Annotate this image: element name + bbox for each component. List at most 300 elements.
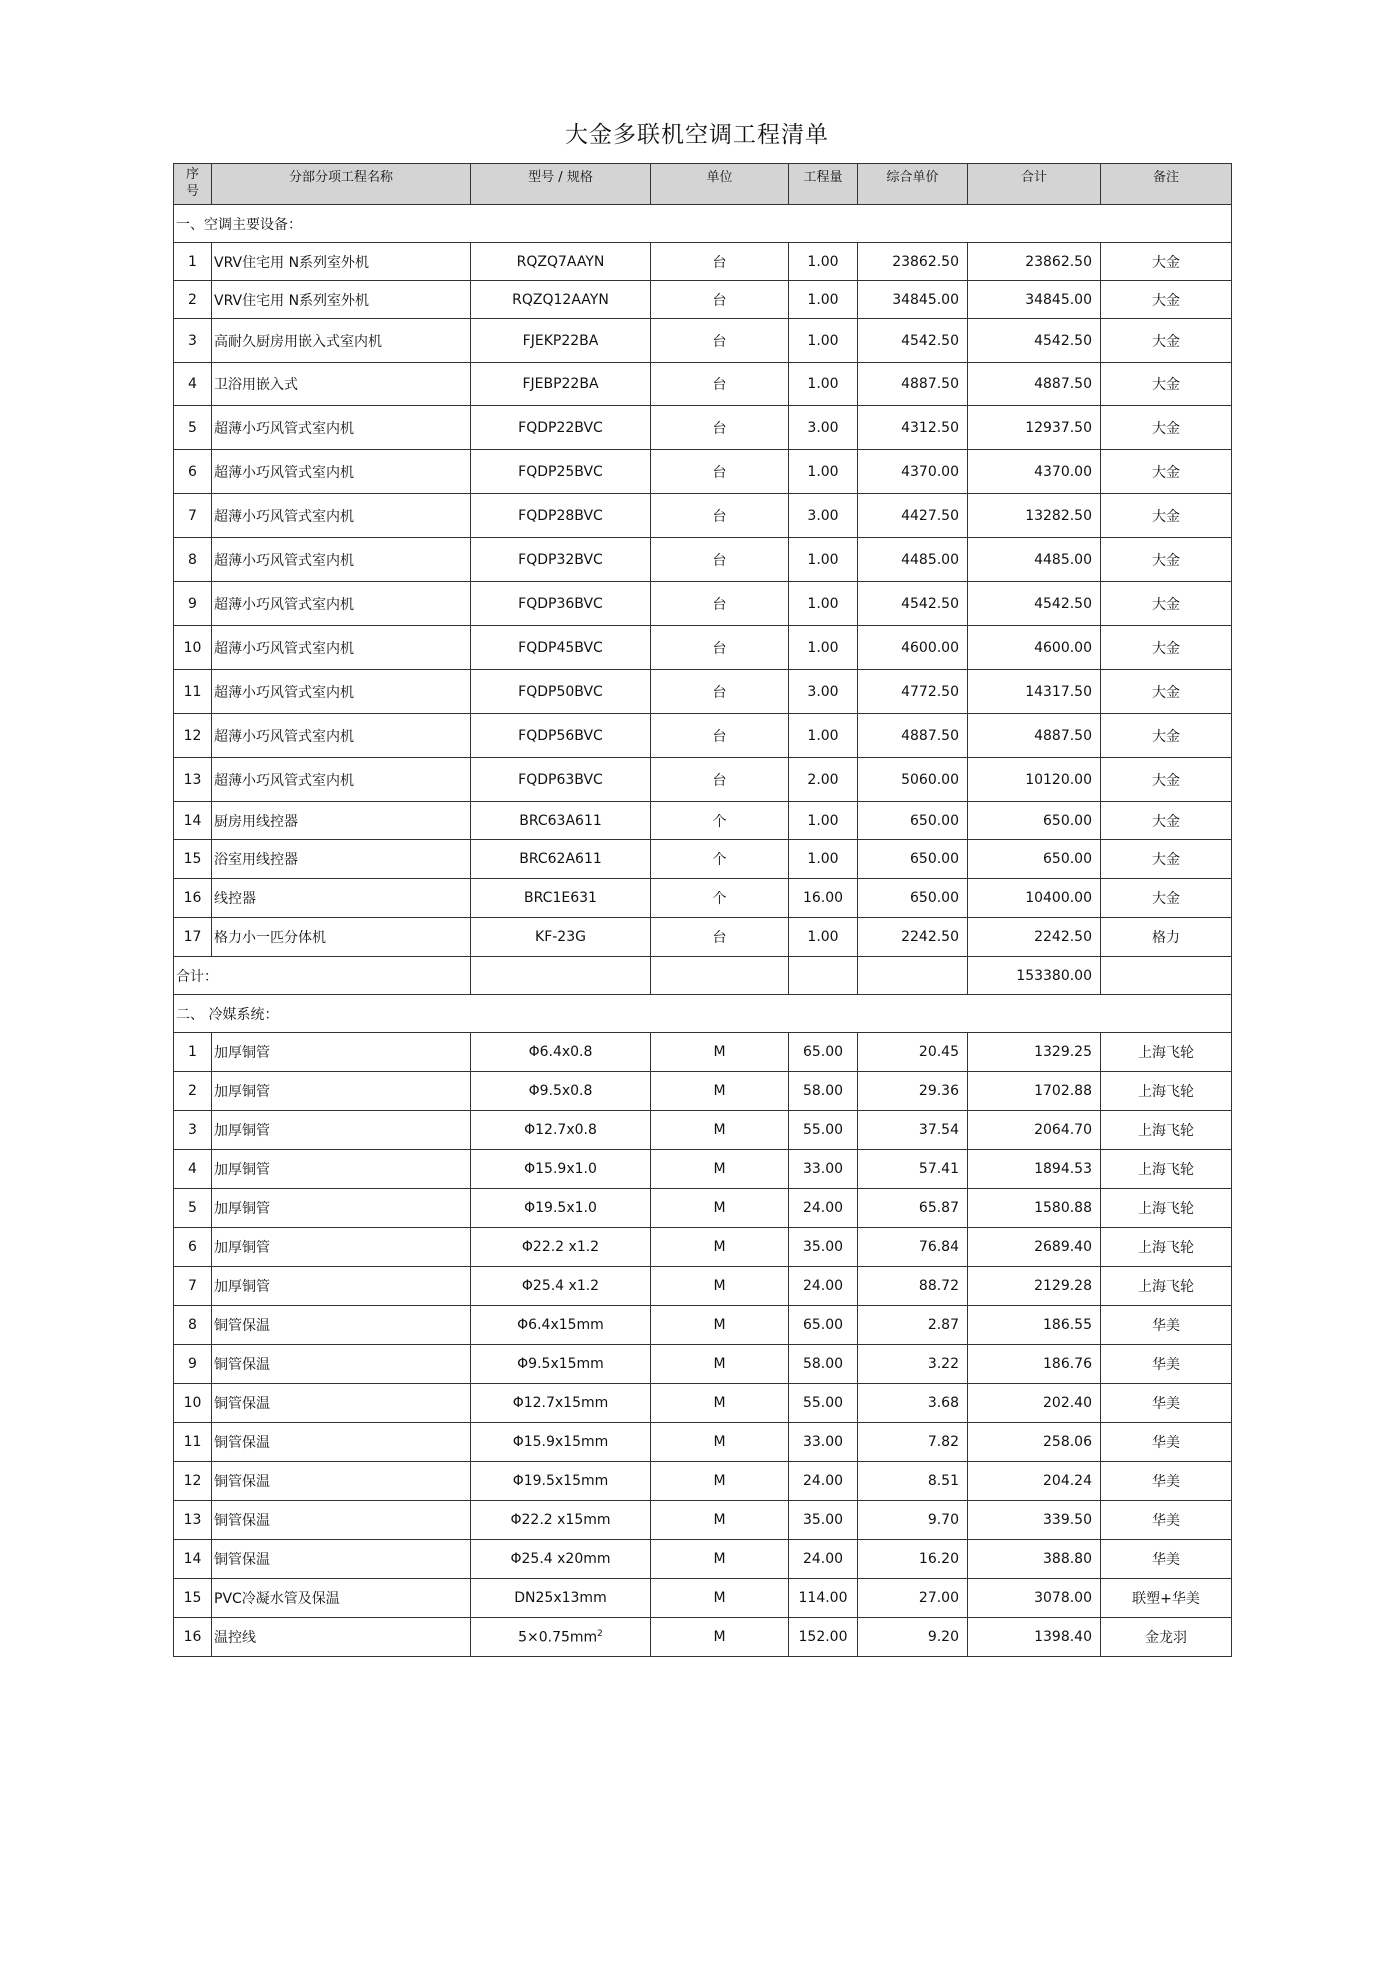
cell-name: VRV住宅用 N系列室外机 <box>212 281 471 319</box>
section-title: 一、空调主要设备： <box>174 205 1232 243</box>
cell-name: 铜管保温 <box>212 1540 471 1579</box>
cell-note: 大金 <box>1101 494 1232 538</box>
cell-name: 加厚铜管 <box>212 1228 471 1267</box>
cell-total: 2689.40 <box>968 1228 1101 1267</box>
cell-qty: 1.00 <box>789 538 858 582</box>
cell-qty: 1.00 <box>789 319 858 363</box>
cell-price: 23862.50 <box>858 243 968 281</box>
cell-qty: 1.00 <box>789 243 858 281</box>
table-row <box>174 626 1232 670</box>
header-price: 综合单价 <box>858 164 968 205</box>
table-row <box>174 840 1232 879</box>
cell-qty: 35.00 <box>789 1501 858 1540</box>
cell-model: Φ12.7x15mm <box>471 1384 651 1423</box>
cell-total: 202.40 <box>968 1384 1101 1423</box>
model-superscript: 2 <box>597 1628 603 1639</box>
cell-unit: M <box>651 1189 789 1228</box>
cell-qty: 65.00 <box>789 1033 858 1072</box>
cell-qty: 24.00 <box>789 1267 858 1306</box>
cell-unit: 台 <box>651 450 789 494</box>
cell-total: 650.00 <box>968 802 1101 840</box>
cell-total: 186.55 <box>968 1306 1101 1345</box>
cell-unit: M <box>651 1423 789 1462</box>
cell-name: 浴室用线控器 <box>212 840 471 879</box>
cell-price: 9.70 <box>858 1501 968 1540</box>
cell-price: 65.87 <box>858 1189 968 1228</box>
cell-model: FQDP45BVC <box>471 626 651 670</box>
cell-name: 超薄小巧风管式室内机 <box>212 450 471 494</box>
cell-seq: 9 <box>174 582 212 626</box>
cell-unit: M <box>651 1306 789 1345</box>
table-row <box>174 918 1232 957</box>
cell-total: 4370.00 <box>968 450 1101 494</box>
cell-model: FJEKP22BA <box>471 319 651 363</box>
cell-total: 4485.00 <box>968 538 1101 582</box>
cell-note: 上海飞轮 <box>1101 1267 1232 1306</box>
cell-seq: 2 <box>174 1072 212 1111</box>
empty-cell <box>651 957 789 995</box>
table-row <box>174 494 1232 538</box>
cell-note: 上海飞轮 <box>1101 1111 1232 1150</box>
cell-seq: 13 <box>174 758 212 802</box>
cell-name: 超薄小巧风管式室内机 <box>212 538 471 582</box>
cell-total: 4542.50 <box>968 319 1101 363</box>
model-text: 5×0.75mm <box>518 1629 598 1646</box>
table-row <box>174 538 1232 582</box>
cell-name: 加厚铜管 <box>212 1150 471 1189</box>
cell-model: FQDP63BVC <box>471 758 651 802</box>
cell-note: 华美 <box>1101 1462 1232 1501</box>
cell-unit: M <box>651 1540 789 1579</box>
cell-unit: M <box>651 1033 789 1072</box>
cell-name: 加厚铜管 <box>212 1033 471 1072</box>
cell-note: 上海飞轮 <box>1101 1189 1232 1228</box>
cell-qty: 1.00 <box>789 363 858 406</box>
cell-total: 4887.50 <box>968 363 1101 406</box>
cell-qty: 1.00 <box>789 450 858 494</box>
cell-name: 加厚铜管 <box>212 1267 471 1306</box>
cell-total: 3078.00 <box>968 1579 1101 1618</box>
page-title: 大金多联机空调工程清单 <box>565 122 829 148</box>
cell-unit: 台 <box>651 918 789 957</box>
section-header-equipment <box>174 205 1232 243</box>
table-row <box>174 1618 1232 1657</box>
cell-price: 3.68 <box>858 1384 968 1423</box>
cell-seq: 12 <box>174 1462 212 1501</box>
cell-price: 650.00 <box>858 802 968 840</box>
cell-name: PVC冷凝水管及保温 <box>212 1579 471 1618</box>
cell-price: 7.82 <box>858 1423 968 1462</box>
cell-price: 9.20 <box>858 1618 968 1657</box>
cell-total: 1580.88 <box>968 1189 1101 1228</box>
cell-price: 2.87 <box>858 1306 968 1345</box>
cell-model: RQZQ7AAYN <box>471 243 651 281</box>
cell-unit: M <box>651 1384 789 1423</box>
cell-note: 上海飞轮 <box>1101 1033 1232 1072</box>
cell-price: 20.45 <box>858 1033 968 1072</box>
cell-model: Φ15.9x1.0 <box>471 1150 651 1189</box>
cell-total: 34845.00 <box>968 281 1101 319</box>
cell-name: 超薄小巧风管式室内机 <box>212 714 471 758</box>
table-row <box>174 1540 1232 1579</box>
cell-unit: 台 <box>651 538 789 582</box>
cell-total: 4887.50 <box>968 714 1101 758</box>
empty-cell <box>789 957 858 995</box>
cell-name: 加厚铜管 <box>212 1111 471 1150</box>
cell-seq: 13 <box>174 1501 212 1540</box>
cell-name: 铜管保温 <box>212 1423 471 1462</box>
table-row <box>174 281 1232 319</box>
cell-unit: 台 <box>651 494 789 538</box>
cell-total: 2064.70 <box>968 1111 1101 1150</box>
header-name: 分部分项工程名称 <box>212 164 471 205</box>
cell-total: 23862.50 <box>968 243 1101 281</box>
cell-total: 1702.88 <box>968 1072 1101 1111</box>
cell-total: 12937.50 <box>968 406 1101 450</box>
subtotal-label: 合计： <box>174 957 471 995</box>
cell-total: 2242.50 <box>968 918 1101 957</box>
cell-price: 2242.50 <box>858 918 968 957</box>
cell-model: FQDP36BVC <box>471 582 651 626</box>
cell-note: 大金 <box>1101 879 1232 918</box>
cell-unit: 台 <box>651 363 789 406</box>
table-row <box>174 879 1232 918</box>
cell-price: 650.00 <box>858 840 968 879</box>
cell-model: Φ25.4 x20mm <box>471 1540 651 1579</box>
cell-name: VRV住宅用 N系列室外机 <box>212 243 471 281</box>
subtotal-value: 153380.00 <box>968 957 1101 995</box>
cell-seq: 15 <box>174 840 212 879</box>
cell-model: BRC1E631 <box>471 879 651 918</box>
cell-model: FQDP28BVC <box>471 494 651 538</box>
cell-unit: 台 <box>651 406 789 450</box>
bill-of-quantities-table <box>173 163 1232 1657</box>
cell-total: 10120.00 <box>968 758 1101 802</box>
table-row <box>174 1228 1232 1267</box>
cell-note: 华美 <box>1101 1501 1232 1540</box>
cell-note: 华美 <box>1101 1384 1232 1423</box>
cell-model: BRC62A611 <box>471 840 651 879</box>
cell-qty: 33.00 <box>789 1423 858 1462</box>
cell-seq: 17 <box>174 918 212 957</box>
section-header-refrigerant <box>174 995 1232 1033</box>
cell-note: 大金 <box>1101 363 1232 406</box>
cell-total: 10400.00 <box>968 879 1101 918</box>
cell-qty: 58.00 <box>789 1072 858 1111</box>
table-row <box>174 1111 1232 1150</box>
table-row <box>174 1384 1232 1423</box>
cell-model: BRC63A611 <box>471 802 651 840</box>
cell-seq: 14 <box>174 802 212 840</box>
cell-seq: 4 <box>174 363 212 406</box>
cell-model: Φ25.4 x1.2 <box>471 1267 651 1306</box>
cell-model: Φ9.5x0.8 <box>471 1072 651 1111</box>
cell-seq: 4 <box>174 1150 212 1189</box>
cell-model: Φ19.5x1.0 <box>471 1189 651 1228</box>
cell-note: 大金 <box>1101 319 1232 363</box>
cell-qty: 1.00 <box>789 582 858 626</box>
cell-model: Φ6.4x0.8 <box>471 1033 651 1072</box>
cell-qty: 65.00 <box>789 1306 858 1345</box>
cell-unit: 个 <box>651 802 789 840</box>
cell-seq: 14 <box>174 1540 212 1579</box>
table-row <box>174 1579 1232 1618</box>
cell-note: 大金 <box>1101 281 1232 319</box>
cell-seq: 1 <box>174 243 212 281</box>
table-row <box>174 406 1232 450</box>
cell-note: 大金 <box>1101 840 1232 879</box>
cell-unit: 台 <box>651 670 789 714</box>
cell-note: 大金 <box>1101 406 1232 450</box>
cell-qty: 55.00 <box>789 1384 858 1423</box>
cell-total: 204.24 <box>968 1462 1101 1501</box>
table-row <box>174 363 1232 406</box>
cell-seq: 9 <box>174 1345 212 1384</box>
cell-note: 上海飞轮 <box>1101 1228 1232 1267</box>
cell-name: 线控器 <box>212 879 471 918</box>
cell-name: 超薄小巧风管式室内机 <box>212 494 471 538</box>
cell-note: 格力 <box>1101 918 1232 957</box>
cell-unit: 台 <box>651 714 789 758</box>
cell-note: 大金 <box>1101 714 1232 758</box>
cell-total: 258.06 <box>968 1423 1101 1462</box>
table-row <box>174 1033 1232 1072</box>
cell-name: 超薄小巧风管式室内机 <box>212 406 471 450</box>
cell-price: 4600.00 <box>858 626 968 670</box>
cell-seq: 8 <box>174 538 212 582</box>
table-row <box>174 243 1232 281</box>
cell-unit: M <box>651 1501 789 1540</box>
cell-name: 加厚铜管 <box>212 1072 471 1111</box>
cell-model: Φ6.4x15mm <box>471 1306 651 1345</box>
cell-price: 4887.50 <box>858 714 968 758</box>
cell-model: RQZQ12AAYN <box>471 281 651 319</box>
cell-unit: 台 <box>651 243 789 281</box>
cell-note: 华美 <box>1101 1345 1232 1384</box>
cell-name: 卫浴用嵌入式 <box>212 363 471 406</box>
cell-model: Φ15.9x15mm <box>471 1423 651 1462</box>
cell-price: 27.00 <box>858 1579 968 1618</box>
cell-model: FQDP56BVC <box>471 714 651 758</box>
cell-note: 大金 <box>1101 538 1232 582</box>
cell-unit: 个 <box>651 840 789 879</box>
cell-price: 76.84 <box>858 1228 968 1267</box>
cell-note: 华美 <box>1101 1540 1232 1579</box>
cell-seq: 16 <box>174 1618 212 1657</box>
cell-seq: 3 <box>174 1111 212 1150</box>
cell-name: 超薄小巧风管式室内机 <box>212 626 471 670</box>
cell-total: 339.50 <box>968 1501 1101 1540</box>
cell-name: 厨房用线控器 <box>212 802 471 840</box>
cell-seq: 10 <box>174 626 212 670</box>
cell-name: 铜管保温 <box>212 1306 471 1345</box>
cell-name: 铜管保温 <box>212 1501 471 1540</box>
cell-total: 388.80 <box>968 1540 1101 1579</box>
cell-qty: 1.00 <box>789 918 858 957</box>
table-row <box>174 1462 1232 1501</box>
cell-price: 29.36 <box>858 1072 968 1111</box>
cell-qty: 114.00 <box>789 1579 858 1618</box>
cell-qty: 24.00 <box>789 1462 858 1501</box>
cell-unit: M <box>651 1228 789 1267</box>
cell-seq: 6 <box>174 1228 212 1267</box>
table-row <box>174 1072 1232 1111</box>
cell-unit: M <box>651 1267 789 1306</box>
header-unit: 单位 <box>651 164 789 205</box>
cell-name: 温控线 <box>212 1618 471 1657</box>
cell-model: FQDP22BVC <box>471 406 651 450</box>
cell-note: 大金 <box>1101 243 1232 281</box>
cell-seq: 16 <box>174 879 212 918</box>
cell-note: 联塑+华美 <box>1101 1579 1232 1618</box>
cell-model: FQDP25BVC <box>471 450 651 494</box>
cell-model: FQDP50BVC <box>471 670 651 714</box>
cell-seq: 10 <box>174 1384 212 1423</box>
cell-qty: 33.00 <box>789 1150 858 1189</box>
empty-cell <box>1101 957 1232 995</box>
cell-note: 上海飞轮 <box>1101 1072 1232 1111</box>
cell-model: DN25x13mm <box>471 1579 651 1618</box>
cell-qty: 152.00 <box>789 1618 858 1657</box>
cell-name: 铜管保温 <box>212 1384 471 1423</box>
cell-unit: M <box>651 1072 789 1111</box>
cell-unit: 台 <box>651 319 789 363</box>
table-row <box>174 802 1232 840</box>
table-row <box>174 1306 1232 1345</box>
cell-note: 大金 <box>1101 450 1232 494</box>
header-total: 合计 <box>968 164 1101 205</box>
cell-model: FJEBP22BA <box>471 363 651 406</box>
table-row <box>174 582 1232 626</box>
table-row <box>174 1501 1232 1540</box>
cell-note: 上海飞轮 <box>1101 1150 1232 1189</box>
header-model: 型号 / 规格 <box>471 164 651 205</box>
cell-price: 16.20 <box>858 1540 968 1579</box>
cell-note: 金龙羽 <box>1101 1618 1232 1657</box>
cell-model: Φ22.2 x15mm <box>471 1501 651 1540</box>
cell-qty: 1.00 <box>789 840 858 879</box>
cell-seq: 2 <box>174 281 212 319</box>
table-row <box>174 758 1232 802</box>
table-row <box>174 1345 1232 1384</box>
cell-note: 大金 <box>1101 582 1232 626</box>
cell-unit: 台 <box>651 758 789 802</box>
cell-note: 大金 <box>1101 758 1232 802</box>
cell-seq: 1 <box>174 1033 212 1072</box>
cell-name: 超薄小巧风管式室内机 <box>212 758 471 802</box>
cell-seq: 8 <box>174 1306 212 1345</box>
table-row <box>174 714 1232 758</box>
table-row <box>174 1423 1232 1462</box>
empty-cell <box>858 957 968 995</box>
cell-unit: M <box>651 1345 789 1384</box>
cell-total: 14317.50 <box>968 670 1101 714</box>
cell-price: 4485.00 <box>858 538 968 582</box>
cell-qty: 3.00 <box>789 670 858 714</box>
table-row <box>174 450 1232 494</box>
cell-price: 5060.00 <box>858 758 968 802</box>
cell-name: 铜管保温 <box>212 1462 471 1501</box>
cell-qty: 24.00 <box>789 1540 858 1579</box>
header-qty: 工程量 <box>789 164 858 205</box>
cell-qty: 3.00 <box>789 494 858 538</box>
cell-seq: 15 <box>174 1579 212 1618</box>
table-row <box>174 670 1232 714</box>
cell-unit: 台 <box>651 582 789 626</box>
cell-seq: 11 <box>174 1423 212 1462</box>
cell-qty: 1.00 <box>789 626 858 670</box>
cell-total: 4600.00 <box>968 626 1101 670</box>
cell-unit: 台 <box>651 281 789 319</box>
table-row <box>174 1267 1232 1306</box>
cell-seq: 11 <box>174 670 212 714</box>
cell-price: 88.72 <box>858 1267 968 1306</box>
header-note: 备注 <box>1101 164 1232 205</box>
cell-seq: 12 <box>174 714 212 758</box>
cell-seq: 3 <box>174 319 212 363</box>
cell-qty: 16.00 <box>789 879 858 918</box>
table-row <box>174 1150 1232 1189</box>
header-row <box>174 164 1232 205</box>
cell-total: 1329.25 <box>968 1033 1101 1072</box>
cell-model <box>471 1618 651 1657</box>
header-seq: 序 号 <box>174 164 212 205</box>
cell-name: 加厚铜管 <box>212 1189 471 1228</box>
cell-note: 大金 <box>1101 670 1232 714</box>
cell-total: 4542.50 <box>968 582 1101 626</box>
cell-name: 铜管保温 <box>212 1345 471 1384</box>
cell-price: 650.00 <box>858 879 968 918</box>
cell-model: Φ9.5x15mm <box>471 1345 651 1384</box>
subtotal-row <box>174 957 1232 995</box>
cell-unit: M <box>651 1111 789 1150</box>
cell-price: 4772.50 <box>858 670 968 714</box>
cell-price: 8.51 <box>858 1462 968 1501</box>
cell-unit: 个 <box>651 879 789 918</box>
cell-seq: 7 <box>174 1267 212 1306</box>
table-row <box>174 319 1232 363</box>
empty-cell <box>471 957 651 995</box>
cell-total: 1398.40 <box>968 1618 1101 1657</box>
cell-note: 华美 <box>1101 1306 1232 1345</box>
cell-name: 超薄小巧风管式室内机 <box>212 670 471 714</box>
cell-seq: 5 <box>174 1189 212 1228</box>
cell-price: 4427.50 <box>858 494 968 538</box>
cell-qty: 55.00 <box>789 1111 858 1150</box>
cell-total: 2129.28 <box>968 1267 1101 1306</box>
cell-price: 4887.50 <box>858 363 968 406</box>
cell-total: 13282.50 <box>968 494 1101 538</box>
cell-price: 4312.50 <box>858 406 968 450</box>
cell-qty: 35.00 <box>789 1228 858 1267</box>
cell-total: 186.76 <box>968 1345 1101 1384</box>
cell-model: FQDP32BVC <box>471 538 651 582</box>
cell-name: 格力小一匹分体机 <box>212 918 471 957</box>
cell-total: 650.00 <box>968 840 1101 879</box>
cell-qty: 2.00 <box>789 758 858 802</box>
cell-seq: 7 <box>174 494 212 538</box>
cell-price: 37.54 <box>858 1111 968 1150</box>
cell-model: Φ19.5x15mm <box>471 1462 651 1501</box>
cell-seq: 5 <box>174 406 212 450</box>
cell-qty: 1.00 <box>789 281 858 319</box>
cell-total: 1894.53 <box>968 1150 1101 1189</box>
cell-price: 57.41 <box>858 1150 968 1189</box>
cell-model: Φ12.7x0.8 <box>471 1111 651 1150</box>
cell-note: 大金 <box>1101 626 1232 670</box>
cell-unit: M <box>651 1618 789 1657</box>
cell-qty: 3.00 <box>789 406 858 450</box>
